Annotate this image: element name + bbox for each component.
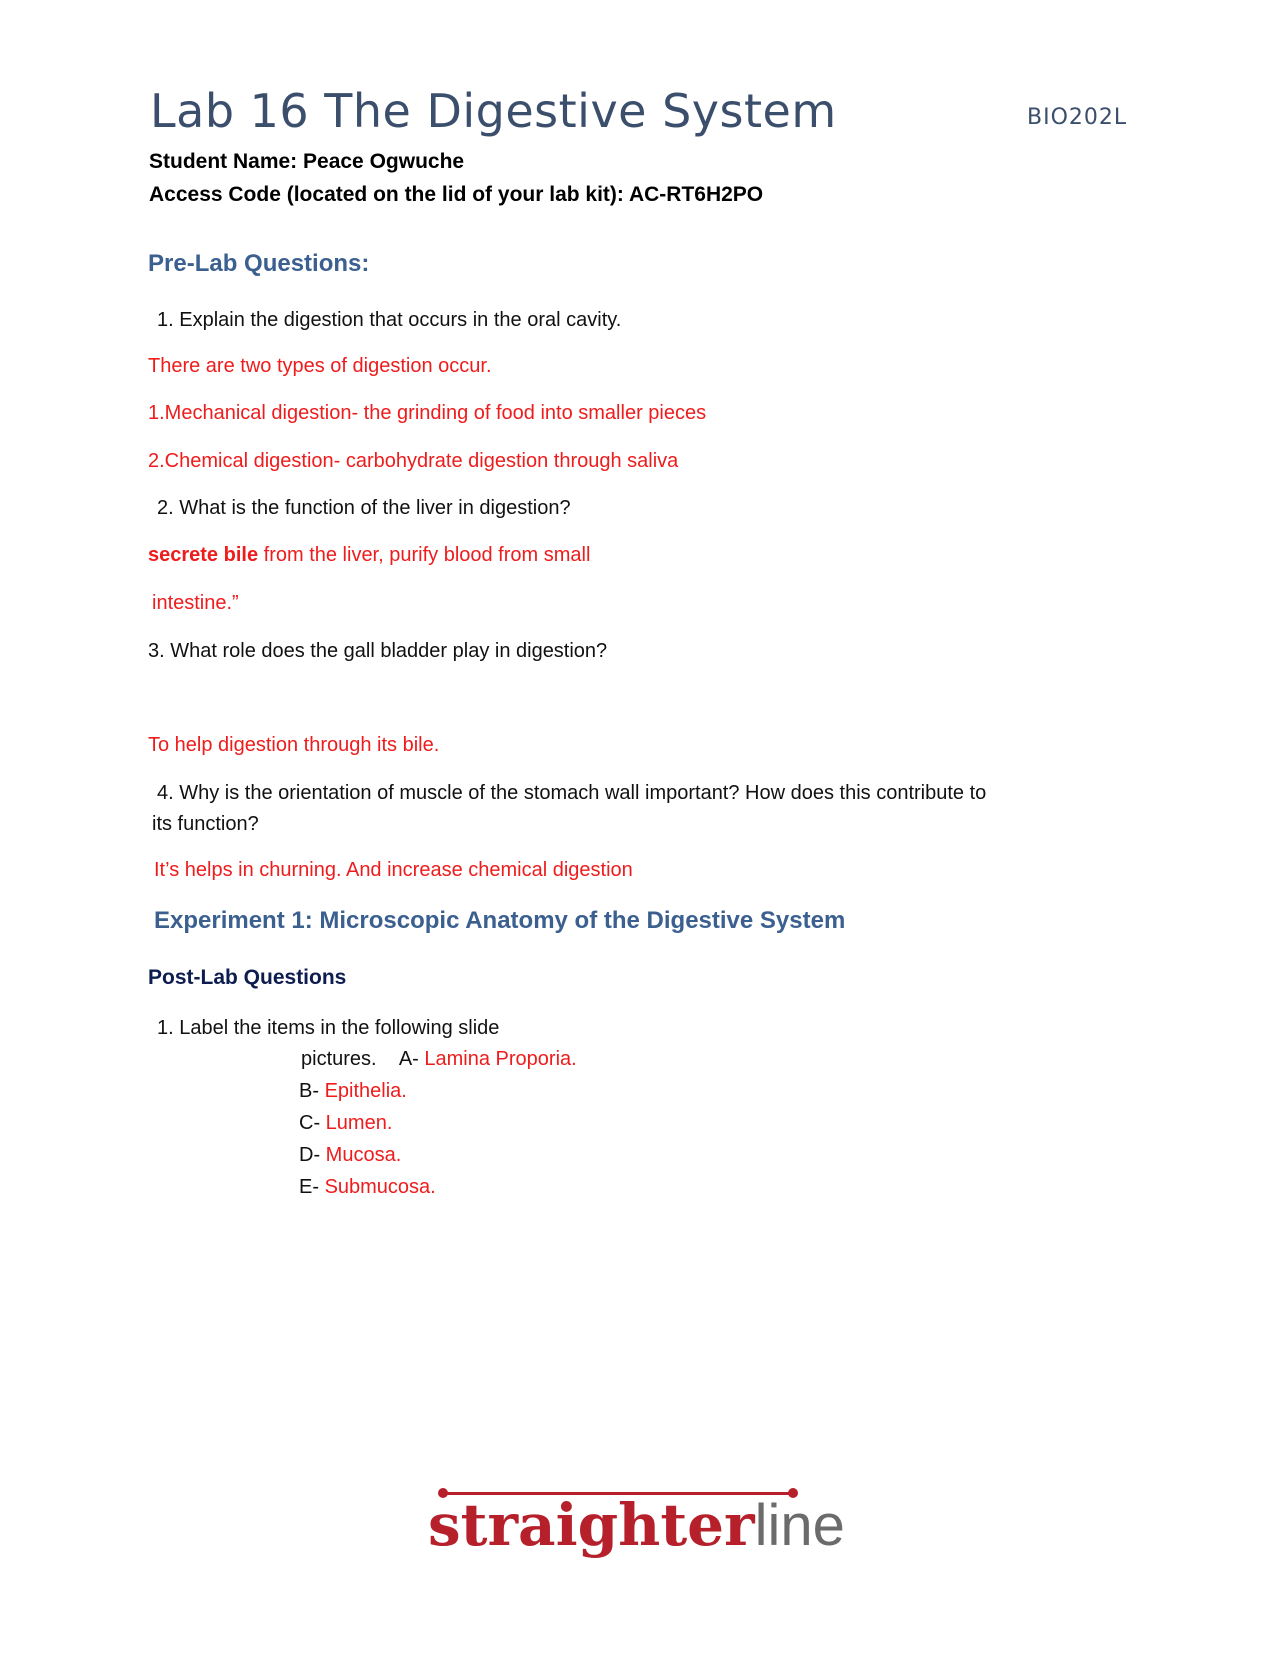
label-letter: C-: [299, 1112, 321, 1134]
prelab-answer-1-line-2: 1.Mechanical digestion- the grinding of food into smaller pieces: [148, 402, 707, 424]
logo-wordmark-light: line: [754, 1493, 845, 1558]
prelab-answer-1-line-3: 2.Chemical digestion- carbohydrate digestion through saliva: [148, 450, 679, 472]
label-row-a: [301, 1048, 577, 1071]
student-name: Student Name: Peace Ogwuche: [149, 150, 465, 173]
prelab-heading: Pre-Lab Questions:: [148, 250, 370, 277]
prelab-question-4-line-1: 4. Why is the orientation of muscle of the stomach wall important? How does this contribute to: [157, 782, 987, 804]
course-code: BIO202L: [1027, 105, 1128, 130]
answer-bold-term: secrete bile: [148, 544, 259, 566]
label-row-b: [299, 1080, 407, 1103]
postlab-question-1-line-1: 1. Label the items in the following slide: [157, 1017, 500, 1039]
label-intro: pictures.: [301, 1048, 377, 1070]
prelab-question-3: 3. What role does the gall bladder play in digestion?: [148, 640, 608, 662]
prelab-question-1: 1. Explain the digestion that occurs in the oral cavity.: [157, 309, 622, 331]
label-answer: Lamina Proporia.: [424, 1048, 577, 1070]
prelab-question-2: 2. What is the function of the liver in digestion?: [157, 497, 571, 519]
label-letter: A-: [398, 1048, 419, 1070]
experiment-1-heading: Experiment 1: Microscopic Anatomy of the Digestive System: [154, 907, 846, 934]
label-row-d: [299, 1144, 401, 1167]
prelab-answer-4: It’s helps in churning. And increase chemical digestion: [154, 859, 633, 881]
page-title: Lab 16 The Digestive System: [150, 84, 837, 138]
prelab-answer-1-line-1: There are two types of digestion occur.: [148, 355, 492, 377]
postlab-heading: Post-Lab Questions: [148, 966, 347, 989]
label-answer: Mucosa.: [325, 1144, 402, 1166]
logo-wordmark: [428, 1492, 845, 1559]
label-letter: B-: [299, 1080, 319, 1102]
label-letter: E-: [299, 1176, 319, 1198]
label-row-c: [299, 1112, 392, 1135]
label-answer: Submucosa.: [324, 1176, 436, 1198]
label-letter: D-: [299, 1144, 321, 1166]
prelab-answer-2-line-2: intestine.”: [152, 592, 239, 614]
prelab-question-4-line-2: its function?: [152, 813, 259, 835]
access-code: Access Code (located on the lid of your lab kit): AC-RT6H2PO: [149, 183, 764, 206]
label-answer: Epithelia.: [324, 1080, 407, 1102]
prelab-answer-2-line-1: [148, 544, 590, 567]
answer-text: from the liver, purify blood from small: [258, 544, 591, 566]
label-row-e: [299, 1176, 436, 1199]
prelab-answer-3: To help digestion through its bile.: [148, 734, 440, 756]
logo-wordmark-bold: straighter: [428, 1491, 755, 1559]
straighterline-logo: [424, 1478, 844, 1568]
label-answer: Lumen.: [325, 1112, 393, 1134]
